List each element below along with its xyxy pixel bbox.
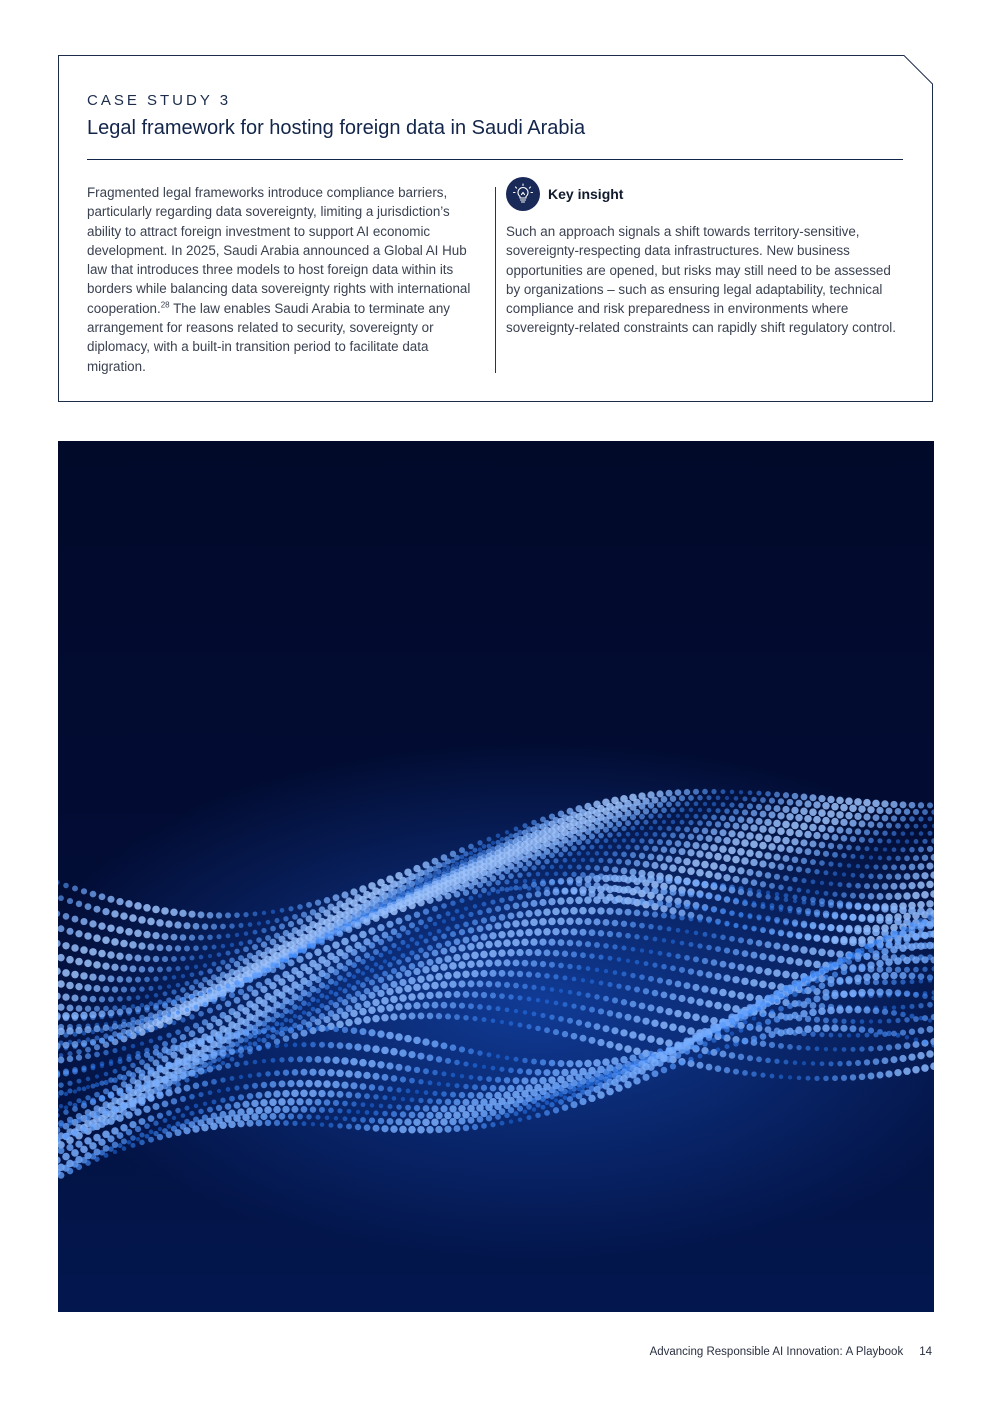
lightbulb-icon	[506, 177, 540, 211]
column-divider	[495, 187, 496, 373]
hero-image-particle-wave	[58, 441, 934, 1312]
footer-publication: Advancing Responsible AI Innovation:	[649, 1346, 843, 1358]
case-study-body-text: Fragmented legal frameworks introduce compliance barriers, particularly regarding data sovereignty, limiting a jurisdiction’s ability to attract foreign investment to support AI economic development. In 2025, Saudi Arabia announced a Global AI Hub law that introduces three models to host foreign data within its borders while balancing data sovereignty rights with international cooperation.	[87, 185, 471, 316]
particle-wave-graphic	[58, 441, 934, 1312]
key-insight-label: Key insight	[548, 186, 624, 202]
case-study-body-text-continued: The law enables Saudi Arabia to terminate any arrangement for reasons related to security, sovereignty or diplomacy, with a built-in transition period to facilitate data migration.	[87, 300, 450, 374]
case-study-title: Legal framework for hosting foreign data in Saudi Arabia	[87, 117, 586, 139]
page-footer	[650, 1346, 932, 1358]
case-study-body	[87, 183, 487, 376]
footer-subtitle: A Playbook	[845, 1346, 904, 1358]
footnote-reference[interactable]: 28	[160, 300, 170, 310]
key-insight-header	[506, 177, 623, 211]
key-insight-text: Such an approach signals a shift towards territory-sensitive, sovereignty-respecting data infrastructures. New business opportunities are opened, but risks may still need to be assessed by organizations – such as ensuring legal adaptability, technical compliance and risk preparedness in environments where sovereignty-related constraints can rapidly shift regulatory control.	[506, 224, 897, 336]
page-number: 14	[919, 1346, 932, 1358]
title-divider	[87, 159, 903, 160]
case-study-box	[58, 55, 933, 402]
case-study-kicker: CASE STUDY 3	[87, 92, 232, 109]
